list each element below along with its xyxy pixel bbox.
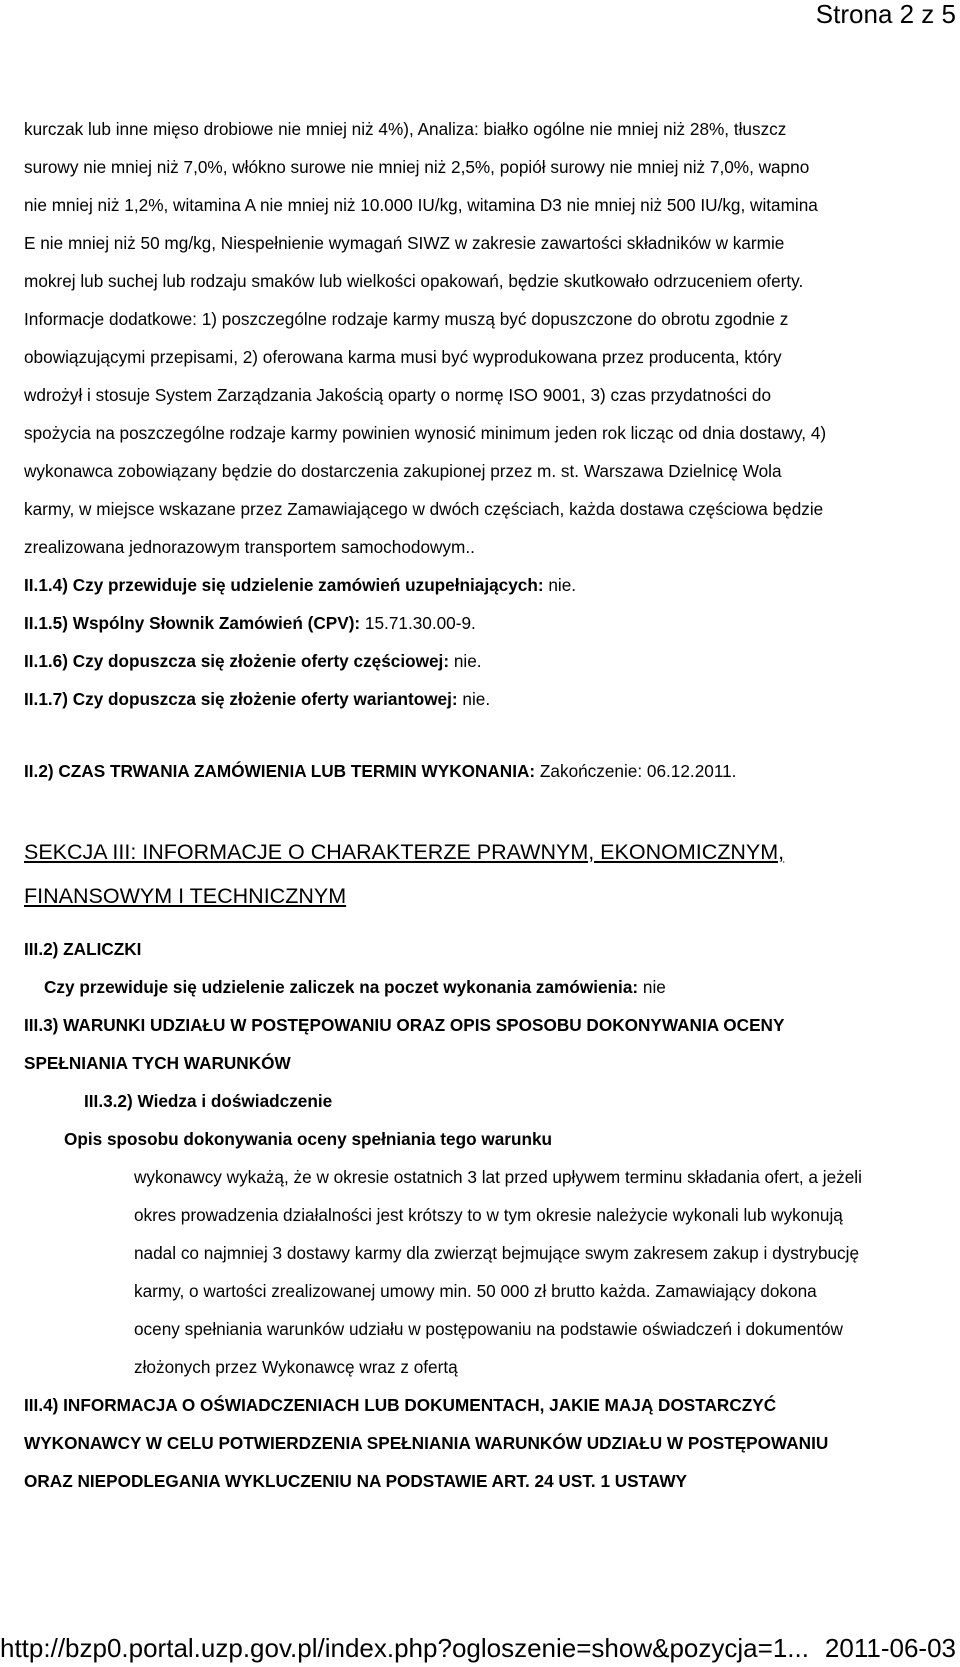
assessment-line: okres prowadzenia działalności jest krótszy to w tym okresie należycie wykonali lub wykonują [134, 1205, 843, 1225]
intro-paragraph [24, 110, 954, 566]
intro-line: kurczak lub inne mięso drobiowe nie mniej niż 4%), Analiza: białko ogólne nie mniej niż 28%, tłuszcz [24, 119, 787, 139]
conditions-heading: III.3) WARUNKI UDZIAŁU W POSTĘPOWANIU ORAZ OPIS SPOSOBU DOKONYWANIA OCENY [24, 1015, 785, 1035]
page-indicator: Strona 2 z 5 [815, 0, 956, 29]
advances-heading: III.2) ZALICZKI [24, 939, 142, 959]
item-value: nie. [457, 689, 491, 709]
item-label: II.1.7) Czy dopuszcza się złożenie oferty wariantowej: [24, 689, 458, 709]
intro-line: zrealizowana jednorazowym transportem samochodowym.. [24, 537, 475, 557]
statements-line: WYKONAWCY W CELU POTWIERDZENIA SPEŁNIANIA WARUNKÓW UDZIAŁU W POSTĘPOWANIU [24, 1433, 829, 1453]
intro-line: obowiązującymi przepisami, 2) oferowana karma musi być wyprodukowana przez producenta, który [24, 347, 782, 367]
advances-answer: nie [638, 977, 666, 997]
intro-line: wdrożył i stosuje System Zarządzania Jakością oparty o normę ISO 9001, 3) czas przydatności do [24, 385, 772, 405]
intro-line: Informacje dodatkowe: 1) poszczególne rodzaje karmy muszą być dopuszczone do obrotu zgodnie z [24, 309, 789, 329]
document-body [24, 110, 954, 1500]
intro-line: surowy nie mniej niż 7,0%, włókno surowe nie mniej niż 2,5%, popiół surowy nie mniej niż 7,0%, wapno [24, 157, 810, 177]
item-label: II.1.6) Czy dopuszcza się złożenie oferty częściowej: [24, 651, 450, 671]
item-label: II.1.4) Czy przewiduje się udzielenie zamówień uzupełniających: [24, 575, 544, 595]
duration-line [24, 752, 954, 790]
statements-heading [24, 1386, 954, 1500]
conditions-heading: SPEŁNIANIA TYCH WARUNKÓW [24, 1053, 291, 1073]
assessment-line: wykonawcy wykażą, że w okresie ostatnich 3 lat przed upływem terminu składania ofert, a jeżeli [134, 1167, 862, 1187]
intro-line: spożycia na poszczególne rodzaje karmy powinien wynosić minimum jeden rok licząc od dnia dostawy, 4) [24, 423, 827, 443]
assessment-heading: Opis sposobu dokonywania oceny spełniania tego warunku [64, 1129, 553, 1149]
assessment-line: oceny spełniania warunków udziału w postępowaniu na podstawie oświadczeń i dokumentów [134, 1319, 843, 1339]
intro-line: E nie mniej niż 50 mg/kg, Niespełnienie wymagań SIWZ w zakresie zawartości składników w karmie [24, 233, 785, 253]
item-value: nie. [543, 575, 577, 595]
spacer [24, 790, 954, 830]
item-value: nie. [449, 651, 482, 671]
footer-url: http://bzp0.portal.uzp.gov.pl/index.php?ogloszenie=show&pozycja=1... [0, 1633, 809, 1663]
item-cpv [24, 604, 954, 642]
advances-question: Czy przewiduje się udzielenie zaliczek na poczet wykonania zamówienia: [44, 977, 639, 997]
intro-line: wykonawca zobowiązany będzie do dostarczenia zakupionej przez m. st. Warszawa Dzielnicę Wola [24, 461, 782, 481]
item-partial-offer [24, 642, 954, 680]
duration-value: Zakończenie: 06.12.2011. [535, 761, 737, 781]
statements-line: ORAZ NIEPODLEGANIA WYKLUCZENIU NA PODSTAWIE ART. 24 UST. 1 USTAWY [24, 1471, 688, 1491]
assessment-line: karmy, o wartości zrealizowanej umowy min. 50 000 zł brutto każda. Zamawiający dokona [134, 1281, 817, 1301]
duration-label: II.2) CZAS TRWANIA ZAMÓWIENIA LUB TERMIN WYKONANIA: [24, 761, 536, 781]
knowledge-heading: III.3.2) Wiedza i doświadczenie [84, 1091, 333, 1111]
assessment-text [24, 1158, 954, 1386]
footer-date: 2011-06-03 [824, 1633, 956, 1663]
item-supplementary-orders [24, 566, 954, 604]
section-title: SEKCJA III: INFORMACJE O CHARAKTERZE PRAWNYM, EKONOMICZNYM, [24, 840, 785, 864]
advances-question-line [24, 968, 954, 1006]
assessment-line: nadal co najmniej 3 dostawy karmy dla zwierząt bejmujące swym zakresem zakup i dystrybucję [134, 1243, 860, 1263]
assessment-line: złożonych przez Wykonawcę wraz z ofertą [134, 1357, 458, 1377]
section-title: FINANSOWYM I TECHNICZNYM [24, 884, 347, 908]
intro-line: mokrej lub suchej lub rodzaju smaków lub wielkości opakowań, będzie skutkowało odrzuceniem oferty. [24, 271, 804, 291]
item-value: 15.71.30.00-9. [360, 613, 476, 633]
item-variant-offer [24, 680, 954, 718]
intro-line: nie mniej niż 1,2%, witamina A nie mniej niż 10.000 IU/kg, witamina D3 nie mniej niż 500 IU/kg, witamina [24, 195, 818, 215]
spacer [24, 718, 954, 752]
statements-line: III.4) INFORMACJA O OŚWIADCZENIACH LUB DOKUMENTACH, JAKIE MAJĄ DOSTARCZYĆ [24, 1395, 777, 1415]
intro-line: karmy, w miejsce wskazane przez Zamawiającego w dwóch częściach, każda dostawa częściowa będzie [24, 499, 824, 519]
item-label: II.1.5) Wspólny Słownik Zamówień (CPV): [24, 613, 361, 633]
spacer [24, 918, 954, 930]
